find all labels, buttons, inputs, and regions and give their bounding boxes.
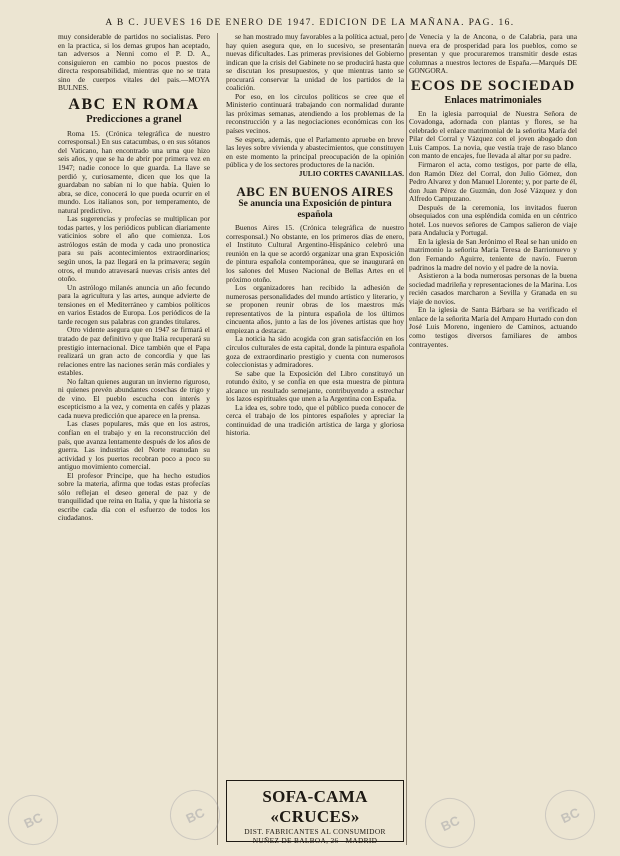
ad-address: NUÑEZ DE BALBOA, 26 - MADRID [252, 836, 378, 845]
article-paragraph: Las clases populares, más que en los astros, confían en el trabajo y en la reconstrucción del país, que avanza lentamente después de los años de guerra. Las industrias del Norte reanudan su actividad y los puertos recobran poco a poco su antiguo movimiento comercial. [58, 419, 210, 472]
byline: JULIO CORTES CAVANILLAS. [298, 168, 404, 178]
article-paragraph: Firmaron el acta, como testigos, por parte de ella, don Ramón Díez del Corral, don Julio Gómez, don Pedro Alvarez y don Manuel Llorente; y, por parte de él, don Juan Pérez de Guzmán, don José Vázquez y don Alfredo Campuzano. [409, 160, 577, 204]
section-subtitle: Enlaces matrimoniales [444, 94, 542, 106]
article-paragraph: Otro vidente asegura que en 1947 se firmará el tratado de paz definitivo y que Italia recuperará su prestigio internacional. Dice también que el Papa realizará un gran acto de concordia y que las relaciones entre las naciones serán más cordiales y estables. [58, 325, 210, 378]
article-paragraph: Buenos Aires 15. (Crónica telegráfica de nuestro corresponsal.) No obstante, en los primeros días de enero, el Instituto Cultural Argentino-Hispánico celebró una reunión en la que se acordó organizar una gran Exposición de pintura española contemporánea, que se inaugurará en los salones del Museo Nacional de Bellas Artes en el próximo otoño. [226, 223, 404, 284]
article-paragraph: La idea es, sobre todo, que el público pueda conocer de cerca el trabajo de los pintores españoles y apreciar la continuidad de una tradición artística de larga y gloriosa historia. [226, 402, 404, 438]
article-paragraph: Los organizadores han recibido la adhesión de numerosas personalidades del mundo artístico y literario, y se proponen reunir obras de los maestros más representativos de la pintura española de los últimos cincuenta años, junto a las de los jóvenes artistas que hoy empiezan a destacar. [226, 283, 404, 335]
column-rule [217, 33, 218, 845]
article-paragraph: Después de la ceremonia, los invitados fueron obsequiados con una espléndida comida en un céntrico hotel. Los nuevos señores de Campos salieron de viaje para Andalucía y Portugal. [409, 202, 577, 238]
article-paragraph: La noticia ha sido acogida con gran satisfacción en los círculos culturales de esta capital, donde la pintura española goza de extraordinario prestigio y cuenta con numerosos coleccionistas y admiradores. [226, 334, 404, 370]
intro-paragraph: se han mostrado muy favorables a la política actual, pero hay quien asegura que, en lo sucesivo, se presentarán nuevas dificultades. Las primeras previsiones del Gobierno indican que la crisis del Gabinete no se producirá hasta que se discutan los presupuestos, y que mientras tanto se procurará conservar la unidad de los partidos de la coalición. [226, 33, 404, 93]
column-right [409, 33, 577, 847]
section-title: ABC EN BUENOS AIRES [236, 184, 394, 200]
ad-line: DIST. FABRICANTES AL CONSUMIDOR [244, 827, 386, 836]
archive-stamp: BC [0, 787, 66, 853]
ad-title: SOFA-CAMA «CRUCES» [262, 787, 368, 826]
section-subtitle: Predicciones a granel [86, 113, 182, 125]
article-paragraph: No faltan quienes auguran un invierno riguroso, ni quienes prevén abundantes cosechas de trigo y de vino. El pueblo escucha con interés y escepticismo a la vez, y comenta en cafés y plazas cada nueva predicción que aparece en la prensa. [58, 376, 210, 420]
section-title: ABC EN ROMA [68, 95, 200, 113]
article-paragraph: El profesor Principe, que ha hecho estudios sobre la materia, afirma que todas estas profecías sólo reflejan el deseo general de paz y de tranquilidad que reina en Italia, y que la historia se escribe cada día con el esfuerzo de todos los ciudadanos. [58, 470, 210, 523]
intro-paragraph: Por eso, en los círculos políticos se cree que el Ministerio continuará trabajando con normalidad durante las próximas semanas, atendiendo a los problemas de la reconstrucción y a las negociaciones económicas con los países vecinos. [226, 91, 404, 136]
section-title: ECOS DE SOCIEDAD [410, 77, 576, 94]
advertisement-box [226, 780, 404, 845]
article-paragraph: Asistieron a la boda numerosas personas de la buena sociedad madrileña y representaciones de la Marina. Los recién casados marcharon a Sevilla y Granada en su viaje de novios. [409, 271, 577, 306]
archive-stamp: BC [162, 782, 228, 848]
archive-stamp: BC [417, 790, 483, 856]
archive-stamp: BC [537, 782, 603, 848]
intro-paragraph: muy considerable de partidos no socialistas. Pero en la practica, si los demas grupos han aceptado, tan adversos a Nenni como el P. D. A., consiguieron en cambio no pocos puestos de directa responsabilidad, mientras que no se trata sino de cuerpos vitales del pais.—MOYA BULNES. [58, 33, 210, 93]
section-subtitle: Se anuncia una Exposición de pintura española [238, 199, 392, 221]
intro-paragraph: de Venecia y la de Ancona, o de Calabria, para una nueva era de prosperidad para los pueblos, como se presentan y que procuraremos transmitir desde estas columnas a nuestros lectores de España.—Marqués DE GONGORA. [409, 33, 577, 76]
article-paragraph: En la iglesia parroquial de Nuestra Señora de Covadonga, adornada con plantas y flores, se ha celebrado el enlace matrimonial de la señorita María del Pilar del Corral y Vázquez con el joven abogado don Luis Campos. La novia, que vestía traje de raso blanco con manto de encajes, fue llevada al altar por su padre. [409, 108, 577, 161]
article-paragraph: En la iglesia de Santa Bárbara se ha verificado el enlace de la señorita María del Amparo Hurtado con don José Luis Moreno, ingeniero de Caminos, actuando como testigos diversos familiares de ambos contrayentes. [409, 305, 577, 349]
article-paragraph: Roma 15. (Crónica telegráfica de nuestro corresponsal.) En sus catacumbas, o en sus sótanos del Vaticano, han encontrado una urna que hizo seis años, y que se ha de abrir por primera vez en 1947; nadie conoce lo que guarda. La llave se perdió y, curiosamente, dicen que los que la guardaban no sabían ni lo que había. Quien lo abra, se dice, conocerá lo que pueda ocurrir en el mundo. Los italianos son, por temperamento, de natural predictivo. [58, 128, 210, 215]
column-rule [406, 33, 407, 845]
article-paragraph: Un astrólogo milanés anuncia un año fecundo para la agricultura y las artes, aunque advierte de tensiones en el Mediterráneo y cambios políticos en varios Estados de Europa. Los periódicos de la tarde recogen sus palabras con grandes titulares. [58, 282, 210, 326]
intro-paragraph: Se espera, además, que el Parlamento apruebe en breve las leyes sobre vivienda y abastecimientos, que constituyen en este momento la principal preocupación de la opinión pública y de los sectores productores de la nación. [226, 134, 404, 170]
article-paragraph: En la iglesia de San Jerónimo el Real se han unido en matrimonio la señorita María Teresa de Barrionuevo y don Fernando Aguirre, teniente de navío. Fueron padrinos la madre del novio y el padre de la novia. [409, 236, 577, 272]
page-header: A B C. JUEVES 16 DE ENERO DE 1947. EDICION DE LA MAÑANA. PAG. 16. [105, 18, 515, 28]
column-left [58, 33, 210, 847]
article-paragraph: Se sabe que la Exposición del Libro constituyó un rotundo éxito, y se confía en que esta muestra de pintura alcance un resultado semejante, contribuyendo a estrechar los lazos espirituales que unen a la Argentina con España. [226, 368, 404, 404]
article-paragraph: Las sugerencias y profecías se multiplican por todas partes, y los periódicos publican diariamente vaticinios sobre el año que comienza. Los astrólogos están de moda y cada uno pronostica para su país acontecimientos extraordinarios; según unos, la paz llegará en la primavera; según otros, el mundo atravesará nuevas crisis antes del otoño. [58, 214, 210, 284]
column-middle [226, 33, 404, 773]
